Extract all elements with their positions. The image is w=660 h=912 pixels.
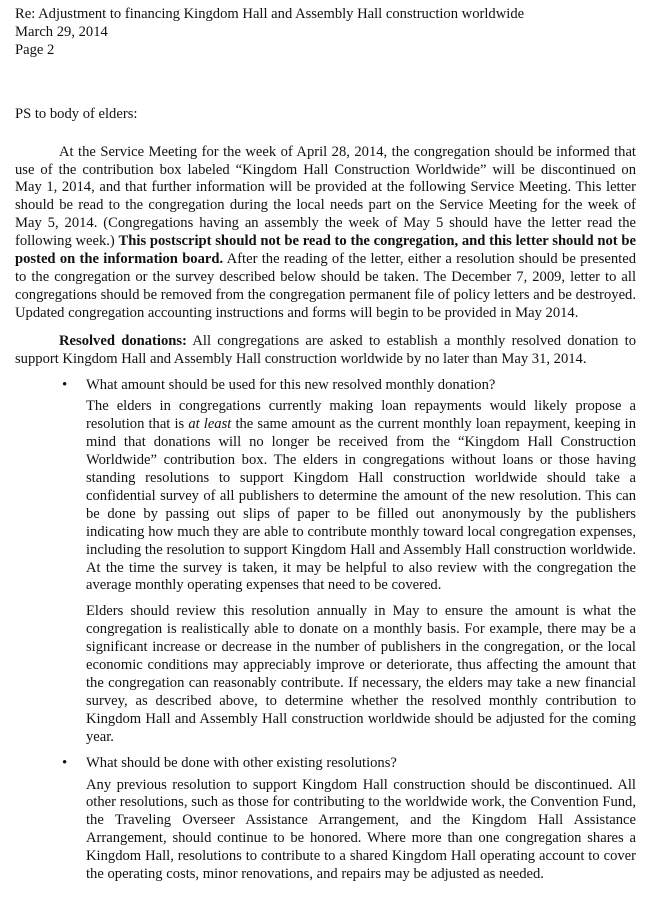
- answer-paragraph: [86, 398, 636, 595]
- paragraph-resolved-donations: [15, 333, 636, 369]
- letter-header: [15, 6, 636, 60]
- paragraph-text: At the Service Meeting for the week of April 28, 2014, the congregation should be informed that use of the contribution box labeled “Kingdom Hall Construction Worldwide” will be discontinued on May 1, 2014, and that further information will be provided at the following Service Meeting. This letter should be read to the congregation during the local needs part on the Service Meeting for the week of May 5, 2014. (Congregations having an assembly the week of May 5 should have the letter read the following week.): [15, 143, 636, 250]
- bullet-icon: •: [62, 754, 68, 771]
- answer-paragraph: Elders should review this resolution annually in May to ensure the amount is what the congregation is realistically able to donate on a monthly basis. For example, there may be a significant increase or decrease in the number of publishers in the congregation, or the local economic conditions may appreciably improve or deteriorate, thus affecting the amount that the congregation can reasonably contribute. If necessary, the elders may take a new financial survey, as described above, to determine whether the resolved monthly contribution to Kingdom Hall and Assembly Hall construction worldwide should be adjusted for the coming year.: [86, 603, 636, 745]
- list-item: [62, 754, 636, 884]
- paragraph-text: After the reading of the letter, either a resolution should be presented to the congregation or the survey described below should be taken. The December 7, 2009, letter to all congregations should be removed from the congregation permanent file of policy letters and be destroyed. Updated congregation accounting instructions and forms will begin to be provided in May 2014.: [15, 251, 637, 321]
- page-number: Page 2: [15, 41, 55, 58]
- letter-subject: Re: Adjustment to financing Kingdom Hall and Assembly Hall construction worldwide: [15, 6, 525, 22]
- bullet-icon: •: [62, 376, 68, 393]
- answer-text: the same amount as the current monthly loan repayment, keeping in mind that donations will no longer be received from the “Kingdom Hall Construction Worldwide” contribution box. The elders in congregations without loans or those having standing resolutions to support Kingdom Hall construction worldwide should take a confidential survey of all publishers to determine the amount of the new resolution. This can be done by passing out slips of paper to be filled out anonymously by the publishers indicating how much they are able to contribute monthly toward local congregation expenses, including the resolution to support Kingdom Hall and Assembly Hall construction worldwide. At the time the survey is taken, it may be helpful to also review with the congregation the average monthly operating expenses that need to be covered.: [86, 416, 636, 594]
- answer-text: The elders in congregations currently making loan repayments would likely propose a resolution that is: [86, 398, 636, 433]
- postscript-warning: This postscript should not be read to the congregation, and this letter should not be posted on the information board.: [15, 233, 636, 268]
- question-text: What should be done with other existing resolutions?: [86, 754, 397, 771]
- letter-date: March 29, 2014: [15, 23, 108, 40]
- question-text: What amount should be used for this new resolved monthly donation?: [86, 376, 496, 393]
- salutation: PS to body of elders:: [15, 105, 138, 122]
- question-list: [15, 377, 636, 884]
- answer-paragraph: Any previous resolution to support Kingdom Hall construction should be discontinued. All other resolutions, such as those for contributing to the worldwide work, the Convention Fund, the Traveling Overseer Assistance Arrangement, and the Kingdom Hall Assistance Arrangement, should continue to be honored. Where more than one congregation shares a Kingdom Hall, resolutions to contribute to a shared Kingdom Hall operating account to cover the operating costs, minor renovations, and repairs may be adjusted as needed.: [86, 776, 636, 883]
- emphasis-text: at least: [188, 416, 232, 433]
- paragraph-text: All congregations are asked to establish a monthly resolved donation to support Kingdom Hall and Assembly Hall construction worldwide by no later than May 31, 2014.: [15, 332, 636, 367]
- section-heading: Resolved donations:: [59, 332, 187, 349]
- list-item: [62, 376, 636, 747]
- paragraph-service-meeting: [15, 144, 636, 323]
